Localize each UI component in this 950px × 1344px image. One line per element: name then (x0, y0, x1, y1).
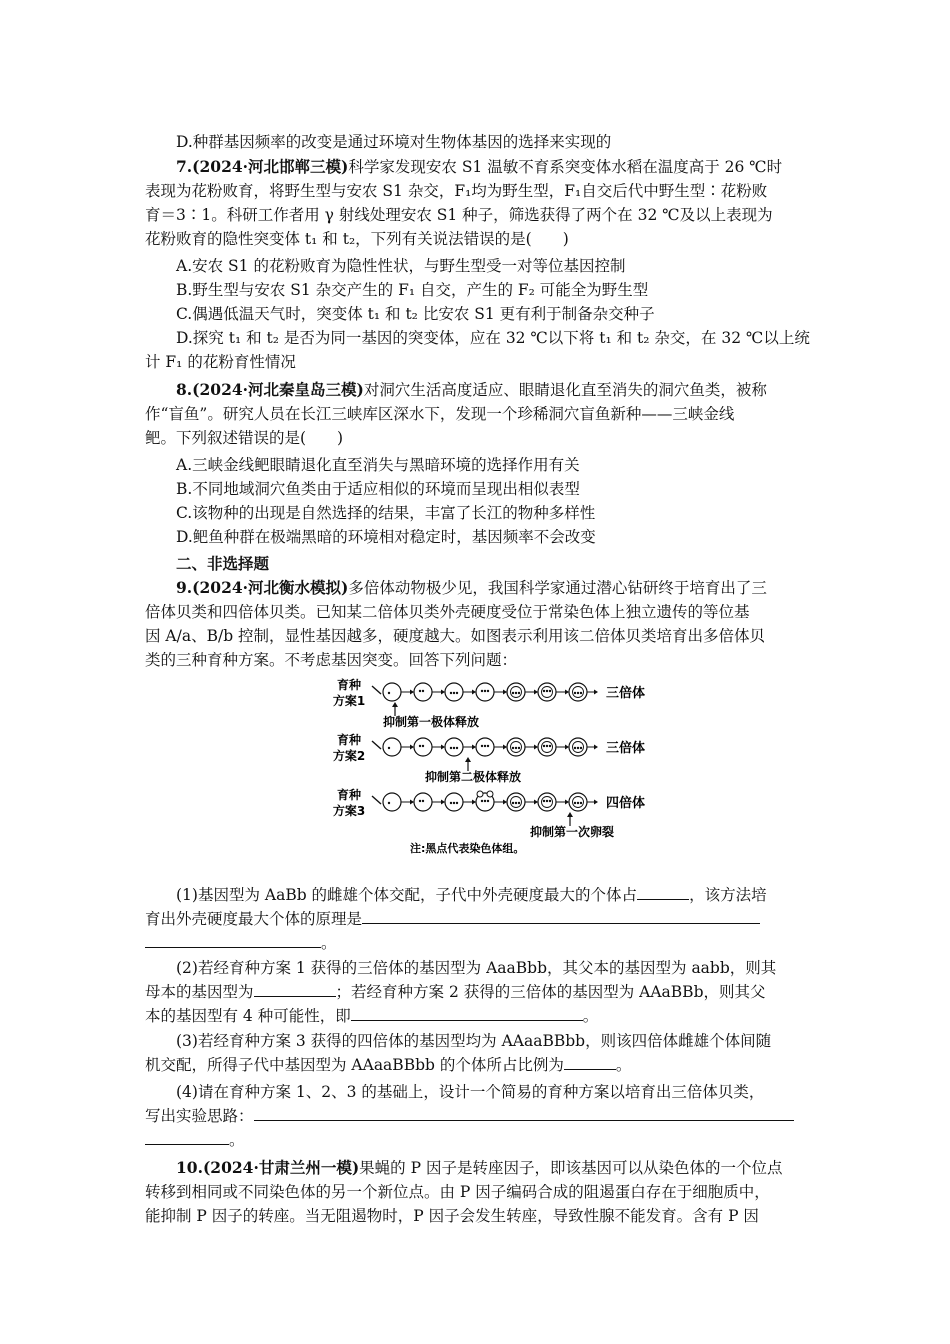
breeding-scheme-figure (325, 674, 655, 864)
question-source: 8.(2024·河北秦皇岛三模) (176, 380, 364, 399)
chromosome-dot (546, 800, 548, 802)
text-line (176, 455, 580, 475)
scheme-result: 三倍体 (606, 686, 646, 701)
text-line (176, 554, 269, 574)
line-text: 计 F₁ 的花粉育性情况 (145, 353, 296, 371)
line-text: 育＝3∶1。科研工作者用 γ 射线处理安农 S1 种子，筛选获得了两个在 32 ℃及以上表现为 (145, 206, 773, 224)
text-line (176, 132, 611, 152)
chromosome-dot (577, 747, 579, 749)
text-line (145, 1055, 631, 1075)
chromosome-dot (484, 690, 486, 692)
answer-blank[interactable] (351, 1006, 583, 1021)
chromosome-dot (419, 745, 421, 747)
sperm-icon (372, 741, 381, 749)
text-line (145, 909, 760, 929)
line-text: 因 A/a、B/b 控制，显性基因越多，硬度越大。如图表示利用该二倍体贝类培育出多倍体贝 (145, 627, 766, 645)
text-line (176, 328, 810, 348)
up-arrow-icon (567, 812, 573, 817)
chromosome-dot (543, 745, 545, 747)
chromosome-dot (580, 692, 582, 694)
arrow-head-icon (441, 690, 445, 695)
chromosome-dot (549, 690, 551, 692)
arrow-head-icon (410, 745, 414, 750)
line-text: D.鲃鱼种群在极端黑暗的环境相对稳定时，基因频率不会改变 (176, 528, 596, 546)
line-text: B.不同地域洞穴鱼类由于适应相似的环境而呈现出相似表型 (176, 480, 580, 498)
text-line (176, 380, 767, 400)
up-arrow-icon (392, 702, 398, 707)
scheme-label: 方案2 (332, 749, 366, 763)
arrow-head-icon (503, 800, 507, 805)
line-text: C.该物种的出现是自然选择的结果，丰富了长江的物种多样性 (176, 504, 596, 522)
chromosome-dot (580, 747, 582, 749)
question-source: 7.(2024·河北邯郸三模) (176, 157, 349, 176)
arrow-head-icon (410, 800, 414, 805)
line-text: B.野生型与安农 S1 杂交产生的 F₁ 自交，产生的 F₂ 可能全为野生型 (176, 281, 649, 299)
text-line (176, 885, 767, 905)
text-line (145, 933, 337, 953)
chromosome-dot (450, 692, 452, 694)
text-line (176, 503, 595, 523)
text-line (145, 428, 343, 448)
chromosome-dot (419, 690, 421, 692)
scheme-label: 育种 (336, 733, 362, 747)
cell-icon (383, 793, 401, 811)
chromosome-dot (487, 800, 489, 802)
chromosome-dot (543, 690, 545, 692)
text-line (176, 280, 648, 300)
line-text: 作“盲鱼”。研究人员在长江三峡库区深水下，发现一个珍稀洞穴盲鱼新种——三峡金线 (145, 405, 735, 423)
line-text-tail: ，该方法培 (689, 886, 767, 904)
polar-body-icon (477, 791, 483, 797)
line-text: 母本的基因型为 (145, 983, 254, 1001)
chromosome-dot (453, 692, 455, 694)
sperm-icon (372, 796, 381, 804)
answer-blank[interactable] (254, 982, 336, 997)
chromosome-dot (388, 692, 390, 694)
chromosome-dot (481, 745, 483, 747)
line-text: 写出实验思路： (145, 1107, 254, 1125)
chromosome-dot (515, 802, 517, 804)
line-text-tail: 。 (615, 1056, 632, 1074)
chromosome-dot (512, 747, 514, 749)
line-text-tail: 。 (582, 1007, 599, 1025)
scheme-label: 方案3 (332, 804, 366, 818)
text-line (176, 578, 767, 598)
chromosome-dot (546, 690, 548, 692)
cell-icon (383, 683, 401, 701)
chromosome-dot (487, 745, 489, 747)
line-text: 花粉败育的隐性突变体 t₁ 和 t₂，下列有关说法错误的是( ) (145, 230, 569, 248)
text-line (145, 650, 517, 670)
text-line (145, 1206, 759, 1226)
line-text: 机交配，所得子代中基因型为 AAaaBBbb 的个体所占比例为 (145, 1056, 564, 1074)
text-line (145, 205, 773, 225)
line-text-tail: 。 (229, 1131, 245, 1149)
sperm-icon (372, 686, 381, 694)
chromosome-dot (456, 747, 458, 749)
scheme-label: 育种 (336, 788, 362, 802)
text-line (176, 304, 655, 324)
text-line (145, 1006, 598, 1026)
text-line (145, 982, 766, 1002)
up-arrow-icon (465, 757, 471, 762)
arrow-head-icon (594, 745, 598, 750)
scheme-note: 抑制第二极体释放 (425, 770, 522, 784)
chromosome-dot (543, 800, 545, 802)
chromosome-dot (515, 747, 517, 749)
chromosome-dot (453, 802, 455, 804)
text-line (145, 626, 765, 646)
chromosome-dot (577, 802, 579, 804)
chromosome-dot (512, 692, 514, 694)
chromosome-dot (515, 692, 517, 694)
text-line (176, 1158, 782, 1178)
chromosome-dot (574, 802, 576, 804)
line-text: D.探究 t₁ 和 t₂ 是否为同一基因的突变体，应在 32 ℃以下将 t₁ 和 t₂ 杂交，在 32 ℃以上统 (176, 329, 810, 347)
chromosome-dot (388, 802, 390, 804)
answer-blank[interactable] (145, 933, 321, 948)
chromosome-dot (388, 747, 390, 749)
line-text: D.种群基因频率的改变是通过环境对生物体基因的选择来实现的 (176, 133, 612, 151)
breeding-scheme-row (333, 677, 645, 729)
chromosome-dot (422, 745, 424, 747)
line-text: 多倍体动物极少见，我国科学家通过潜心钻研终于培育出了三 (348, 579, 767, 597)
question-source: 10.(2024·甘肃兰州一模) (176, 1158, 360, 1177)
chromosome-dot (419, 800, 421, 802)
arrow-head-icon (594, 690, 598, 695)
text-line (145, 602, 750, 622)
text-line (145, 229, 569, 249)
text-line (145, 1106, 794, 1126)
text-line (145, 1130, 245, 1150)
arrow-head-icon (472, 690, 476, 695)
line-text: (3)若经育种方案 3 获得的四倍体的基因型均为 AAaaBBbb，则该四倍体雌雄个体间随 (176, 1032, 772, 1050)
chromosome-dot (450, 802, 452, 804)
chromosome-dot (518, 692, 520, 694)
text-line (145, 181, 767, 201)
line-text: 对洞穴生活高度适应、眼睛退化直至消失的洞穴鱼类，被称 (363, 381, 767, 399)
chromosome-dot (453, 747, 455, 749)
chromosome-dot (484, 745, 486, 747)
chromosome-dot (484, 800, 486, 802)
chromosome-dot (518, 747, 520, 749)
chromosome-dot (456, 802, 458, 804)
line-text: 转移到相同或不同染色体的另一个新位点。由 P 因子编码合成的阻遏蛋白存在于细胞质中， (145, 1183, 770, 1201)
line-text: 表现为花粉败育，将野生型与安农 S1 杂交，F₁均为野生型，F₁自交后代中野生型∶花粉败 (145, 182, 768, 200)
line-text: 育出外壳硬度最大个体的原理是 (145, 910, 363, 928)
chromosome-dot (450, 747, 452, 749)
text-line (145, 404, 734, 424)
line-text: A.三峡金线鲃眼睛退化直至消失与黑暗环境的选择作用有关 (176, 456, 580, 474)
text-line (176, 1031, 771, 1051)
line-text: (4)请在育种方案 1、2、3 的基础上，设计一个简易的育种方案以培育出三倍体贝类， (176, 1083, 765, 1101)
cell-icon (383, 738, 401, 756)
text-line (176, 479, 580, 499)
chromosome-dot (549, 745, 551, 747)
line-text: 科学家发现安农 S1 温敏不育系突变体水稻在温度高于 26 ℃时 (348, 158, 783, 176)
arrow-head-icon (594, 800, 598, 805)
scheme-result: 三倍体 (606, 741, 646, 756)
chromosome-dot (481, 800, 483, 802)
answer-blank[interactable] (564, 1055, 616, 1070)
arrow-head-icon (503, 745, 507, 750)
scheme-result: 四倍体 (606, 796, 646, 811)
answer-blank[interactable] (362, 909, 760, 924)
chromosome-dot (481, 690, 483, 692)
line-text: 本的基因型有 4 种可能性，即 (145, 1007, 351, 1025)
answer-blank[interactable] (637, 885, 689, 900)
answer-blank[interactable] (254, 1106, 794, 1121)
text-line (176, 157, 782, 177)
arrow-head-icon (441, 745, 445, 750)
breeding-scheme-row (333, 787, 645, 839)
text-line (145, 1182, 770, 1202)
chromosome-dot (518, 802, 520, 804)
arrow-head-icon (472, 745, 476, 750)
chromosome-dot (487, 690, 489, 692)
scheme-label: 育种 (336, 678, 362, 692)
line-text: 果蝇的 P 因子是转座因子，即该基因可以从染色体的一个位点 (359, 1159, 783, 1177)
line-text: 能抑制 P 因子的转座。当无阻遏物时，P 因子会发生转座，导致性腺不能发育。含有 P 因 (145, 1207, 759, 1225)
text-line (176, 527, 596, 547)
text-line (176, 958, 776, 978)
chromosome-dot (574, 747, 576, 749)
chromosome-dot (546, 745, 548, 747)
text-line (176, 1082, 764, 1102)
scheme-label: 方案1 (332, 694, 366, 708)
line-text: (1)基因型为 AaBb 的雌雄个体交配，子代中外壳硬度最大的个体占 (176, 886, 638, 904)
arrow-head-icon (503, 690, 507, 695)
chromosome-dot (549, 800, 551, 802)
text-line (145, 352, 296, 372)
figure-footnote: 注:黑点代表染色体组。 (410, 842, 525, 855)
line-text: 倍体贝类和四倍体贝类。已知某二倍体贝类外壳硬度受位于常染色体上独立遗传的等位基 (145, 603, 750, 621)
breeding-scheme-row (333, 732, 645, 784)
line-text-tail: 。 (321, 934, 337, 952)
scheme-note: 抑制第一次卵裂 (530, 825, 615, 839)
chromosome-dot (456, 692, 458, 694)
arrow-head-icon (441, 800, 445, 805)
line-text: 鲃。下列叙述错误的是( ) (145, 429, 344, 447)
chromosome-dot (422, 800, 424, 802)
line-text: (2)若经育种方案 1 获得的三倍体的基因型为 AaaBbb，其父本的基因型为 aabb，则其 (176, 959, 777, 977)
chromosome-dot (574, 692, 576, 694)
chromosome-dot (580, 802, 582, 804)
polar-body-icon (487, 791, 493, 797)
line-text: 类的三种育种方案。不考虑基因突变。回答下列问题： (145, 651, 518, 669)
line-text: C.偶遇低温天气时，突变体 t₁ 和 t₂ 比安农 S1 更有利于制备杂交种子 (176, 305, 655, 323)
chromosome-dot (512, 802, 514, 804)
chromosome-dot (422, 690, 424, 692)
line-text: A.安农 S1 的花粉败育为隐性性状，与野生型受一对等位基因控制 (176, 257, 626, 275)
text-line (176, 256, 625, 276)
chromosome-dot (577, 692, 579, 694)
question-source: 9.(2024·河北衡水模拟) (176, 578, 349, 597)
answer-blank[interactable] (145, 1130, 229, 1145)
line-text-tail: ；若经育种方案 2 获得的三倍体的基因型为 AAaBBb，则其父 (335, 983, 766, 1001)
arrow-head-icon (472, 800, 476, 805)
arrow-head-icon (410, 690, 414, 695)
section-heading: 二、非选择题 (176, 554, 270, 573)
scheme-note: 抑制第一极体释放 (383, 715, 480, 729)
